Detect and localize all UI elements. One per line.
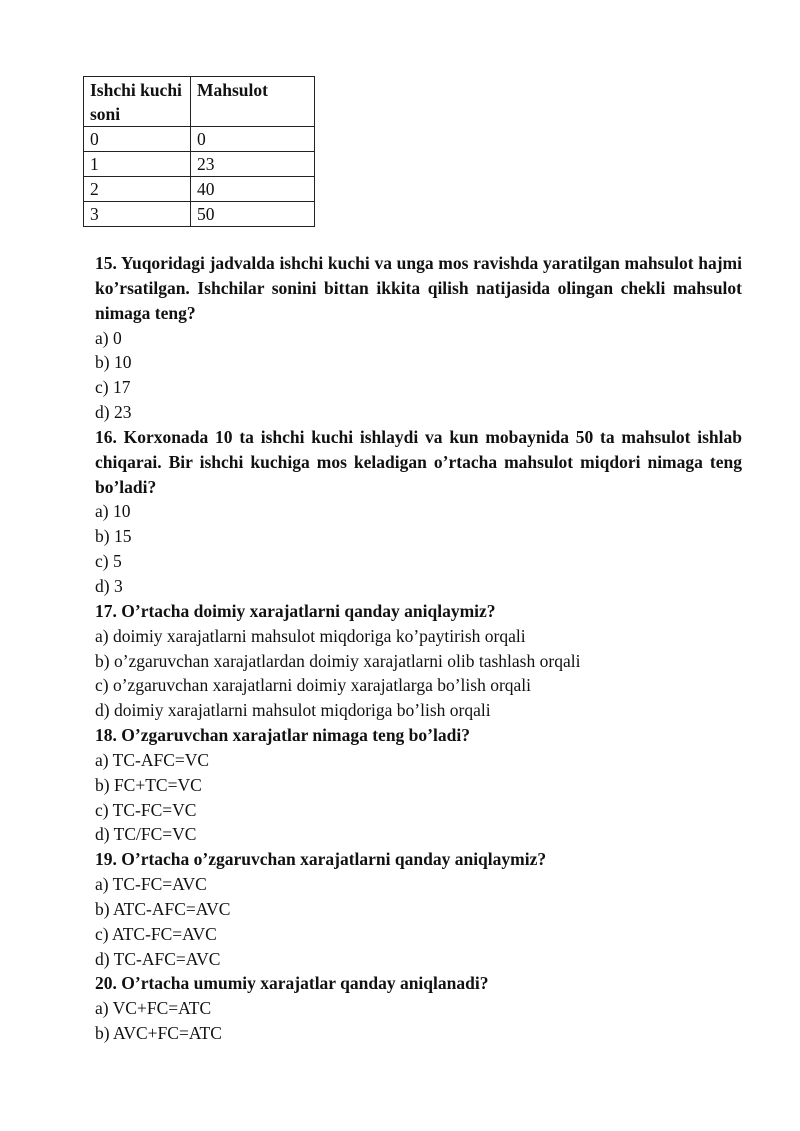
- question-16: [95, 425, 742, 599]
- answer-option: a) VC+FC=ATC: [95, 998, 212, 1019]
- question-17: [95, 599, 742, 723]
- table-row: [84, 127, 315, 152]
- table-row: [84, 177, 315, 202]
- table-header-row: [84, 77, 315, 127]
- question-18: [95, 723, 742, 847]
- answer-option: c) 5: [95, 551, 122, 572]
- answer-option: a) 0: [95, 327, 122, 348]
- answer-option: b) FC+TC=VC: [95, 774, 202, 795]
- answer-option: b) AVC+FC=ATC: [95, 1023, 222, 1044]
- answer-option: a) doimiy xarajatlarni mahsulot miqdoriga ko’paytirish orqali: [95, 625, 526, 646]
- table-cell: 3: [84, 202, 191, 227]
- question-15: [95, 251, 742, 425]
- table-row: [84, 152, 315, 177]
- answer-option: a) TC-FC=AVC: [95, 874, 207, 895]
- header-workers: Ishchi kuchi soni: [84, 77, 191, 127]
- table-cell: 2: [84, 177, 191, 202]
- answer-option: d) doimiy xarajatlarni mahsulot miqdoriga bo’lish orqali: [95, 700, 491, 721]
- question-text: 18. O’zgaruvchan xarajatlar nimaga teng bo’ladi?: [95, 725, 470, 746]
- table-cell: 0: [84, 127, 191, 152]
- header-output: Mahsulot: [191, 77, 315, 127]
- answer-option: a) TC-AFC=VC: [95, 749, 210, 770]
- question-text: 20. O’rtacha umumiy xarajatlar qanday aniqlanadi?: [95, 973, 489, 994]
- answer-option: a) 10: [95, 501, 131, 522]
- question-19: [95, 847, 742, 971]
- answer-option: b) 10: [95, 352, 132, 373]
- answer-option: b) 15: [95, 526, 132, 547]
- answer-option: c) 17: [95, 377, 131, 398]
- table-cell: 50: [191, 202, 315, 227]
- answer-option: b) ATC-AFC=AVC: [95, 898, 231, 919]
- table-cell: 1: [84, 152, 191, 177]
- answer-option: d) TC-AFC=AVC: [95, 948, 221, 969]
- table-cell: 40: [191, 177, 315, 202]
- answer-option: d) 3: [95, 575, 123, 596]
- answer-option: c) ATC-FC=AVC: [95, 923, 217, 944]
- answer-option: c) TC-FC=VC: [95, 799, 197, 820]
- answer-option: c) o’zgaruvchan xarajatlarni doimiy xarajatlarga bo’lish orqali: [95, 675, 532, 696]
- questions-section: [95, 251, 742, 1046]
- table-row: [84, 202, 315, 227]
- table-cell: 0: [191, 127, 315, 152]
- question-20: [95, 971, 742, 1046]
- table-cell: 23: [191, 152, 315, 177]
- question-text: 16. Korxonada 10 ta ishchi kuchi ishlaydi va kun mobaynida 50 ta mahsulot ishlab chiqarai. Bir ishchi kuchiga mos keladigan o’rtacha mahsulot miqdori nimaga teng bo’ladi?: [95, 426, 742, 497]
- question-text: 17. O’rtacha doimiy xarajatlarni qanday aniqlaymiz?: [95, 600, 496, 621]
- labor-output-table: [83, 76, 315, 227]
- answer-option: d) TC/FC=VC: [95, 824, 197, 845]
- answer-option: d) 23: [95, 402, 132, 423]
- question-text: 19. O’rtacha o’zgaruvchan xarajatlarni qanday aniqlaymiz?: [95, 849, 547, 870]
- answer-option: b) o’zgaruvchan xarajatlardan doimiy xarajatlarni olib tashlash orqali: [95, 650, 581, 671]
- question-text: 15. Yuqoridagi jadvalda ishchi kuchi va unga mos ravishda yaratilgan mahsulot hajmi ko’rsatilgan. Ishchilar sonini bittan ikkita qilish natijasida olingan chekli mahsulot nimaga teng?: [95, 253, 742, 323]
